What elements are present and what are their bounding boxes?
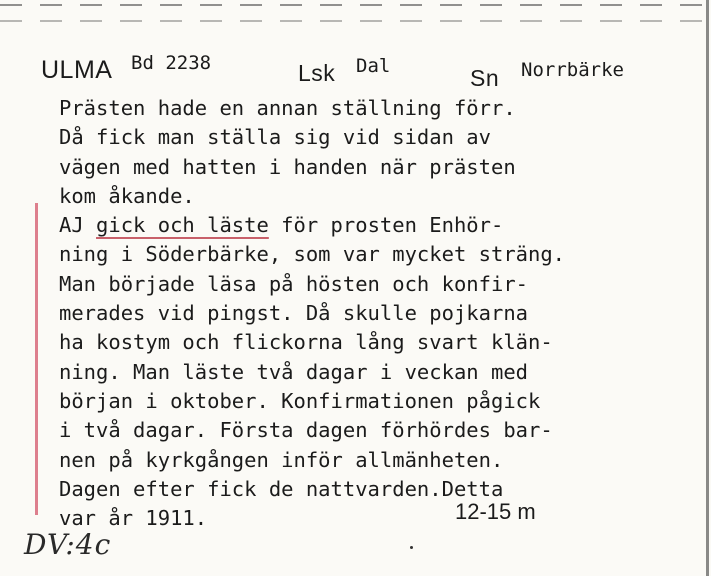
top-edge-dashes	[0, 4, 711, 6]
right-edge	[706, 0, 709, 576]
body-line: kom åkande.	[59, 183, 195, 208]
age-range: 12-15 m	[455, 499, 536, 524]
body-line: var år 1911.	[59, 506, 208, 531]
card-body-text	[59, 94, 565, 533]
archive-name: ULMA	[41, 56, 113, 84]
body-line: början i oktober. Konfirmationen pågick	[59, 388, 541, 413]
body-line: ning. Man läste två dagar i veckan med	[59, 359, 528, 384]
body-line: vägen med hatten i handen när prästen	[59, 154, 516, 179]
ink-dot	[410, 546, 413, 549]
sn-value: Norrbärke	[521, 59, 624, 81]
body-line: ha kostym och flickorna lång svart klän-	[59, 330, 553, 355]
body-line: Man började läsa på hösten och konfir-	[59, 271, 528, 296]
body-line: ning i Söderbärke, som var mycket sträng.	[59, 242, 566, 267]
body-line: Då fick man ställa sig vid sidan av	[59, 125, 491, 150]
lsk-label: Lsk	[298, 60, 336, 86]
top-edge-dashes-2	[0, 20, 711, 22]
underline-suffix: för prosten Enhör-	[268, 213, 504, 238]
body-line: i två dagar. Första dagen förhördes bar-	[59, 418, 553, 443]
sn-label: Sn	[470, 65, 500, 91]
body-line: nen på kyrkgången inför allmänheten.	[59, 447, 504, 472]
archive-ref: Bd 2238	[131, 52, 212, 74]
lsk-value: Dal	[356, 55, 391, 77]
underline-prefix: AJ	[59, 213, 97, 238]
body-line: Dagen efter fick de nattvarden.Detta	[59, 476, 504, 501]
body-line: Prästen hade en annan ställning förr.	[59, 96, 516, 120]
handwritten-code: DV:4c	[24, 528, 112, 561]
red-margin-line	[35, 203, 38, 515]
underlined-phrase: gick och läste	[96, 213, 269, 238]
body-line: merades vid pingst. Då skulle pojkarna	[59, 301, 528, 326]
body-line-underlined	[59, 211, 565, 240]
